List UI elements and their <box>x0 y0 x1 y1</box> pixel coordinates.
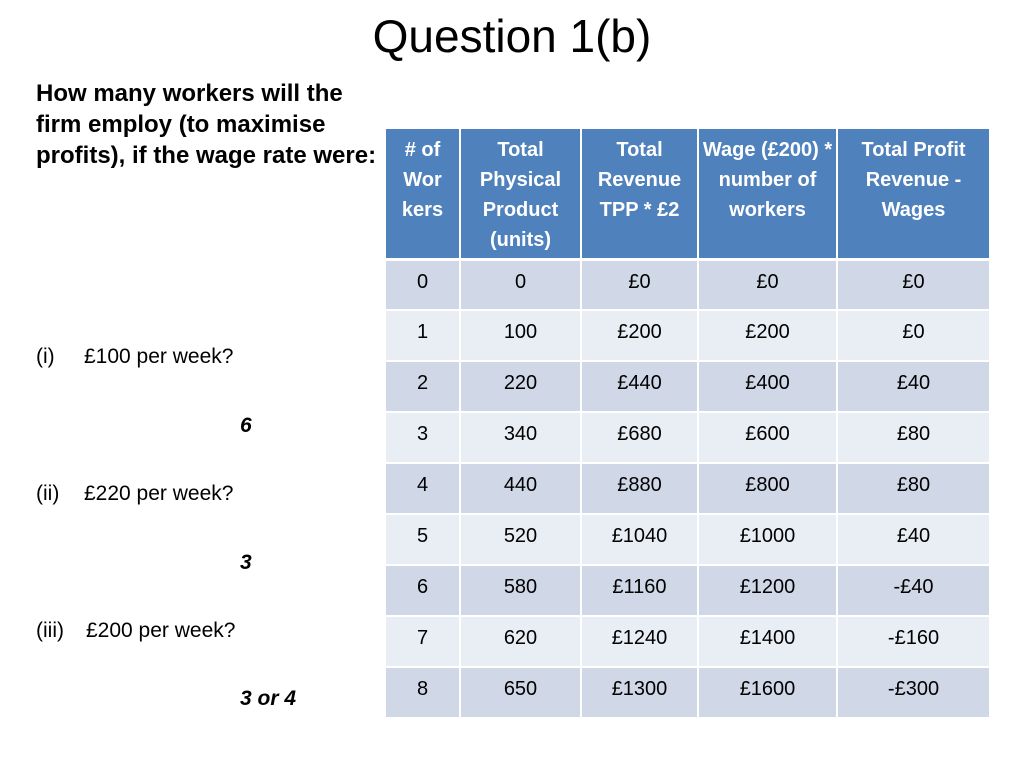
cell-workers: 2 <box>385 361 460 412</box>
cell-workers: 7 <box>385 616 460 667</box>
cell-profit: £80 <box>837 463 990 514</box>
cell-wage: £200 <box>698 310 837 361</box>
cell-workers: 0 <box>385 259 460 310</box>
cell-tpp: 340 <box>460 412 581 463</box>
profit-table <box>384 127 991 719</box>
answer-part-i: 6 <box>240 414 252 437</box>
table-row <box>385 463 990 514</box>
answer-part-iii: 3 or 4 <box>240 687 297 710</box>
answer-part-ii: 3 <box>240 551 252 574</box>
cell-tpp: 440 <box>460 463 581 514</box>
cell-tpp: 580 <box>460 565 581 616</box>
cell-total-revenue: £880 <box>581 463 698 514</box>
table-row <box>385 616 990 667</box>
table-row <box>385 514 990 565</box>
question-text: How many workers will the firm employ (to maximise profits), if the wage rate were: <box>36 80 377 169</box>
cell-total-revenue: £1240 <box>581 616 698 667</box>
cell-wage: £1000 <box>698 514 837 565</box>
table-row <box>385 310 990 361</box>
cell-total-revenue: £0 <box>581 259 698 310</box>
header-total-profit: Total Profit Revenue - Wages <box>837 128 990 259</box>
cell-tpp: 220 <box>460 361 581 412</box>
cell-profit: £0 <box>837 310 990 361</box>
header-total-revenue: Total Revenue TPP * £2 <box>581 128 698 259</box>
cell-total-revenue: £680 <box>581 412 698 463</box>
cell-wage: £1400 <box>698 616 837 667</box>
cell-profit: £0 <box>837 259 990 310</box>
table-row <box>385 361 990 412</box>
cell-wage: £800 <box>698 463 837 514</box>
cell-workers: 4 <box>385 463 460 514</box>
cell-wage: £1200 <box>698 565 837 616</box>
cell-wage: £0 <box>698 259 837 310</box>
table-row <box>385 412 990 463</box>
slide-title: Question 1(b) <box>372 10 652 62</box>
cell-workers: 8 <box>385 667 460 718</box>
question-part-ii <box>36 480 233 508</box>
cell-total-revenue: £440 <box>581 361 698 412</box>
part-number: (ii) <box>36 482 60 505</box>
header-total-physical-product: Total Physical Product (units) <box>460 128 581 259</box>
question-part-i <box>36 343 233 371</box>
part-number: (iii) <box>36 619 64 642</box>
cell-tpp: 520 <box>460 514 581 565</box>
cell-profit: -£160 <box>837 616 990 667</box>
header-workers: # of Wor kers <box>385 128 460 259</box>
part-text: £100 per week? <box>84 345 234 368</box>
cell-profit: £40 <box>837 514 990 565</box>
cell-wage: £1600 <box>698 667 837 718</box>
cell-tpp: 0 <box>460 259 581 310</box>
table-row <box>385 259 990 310</box>
header-wage: Wage (£200) * number of workers <box>698 128 837 259</box>
cell-profit: -£300 <box>837 667 990 718</box>
table-row <box>385 667 990 718</box>
table-header-row <box>385 128 990 259</box>
cell-tpp: 620 <box>460 616 581 667</box>
cell-profit: -£40 <box>837 565 990 616</box>
cell-total-revenue: £200 <box>581 310 698 361</box>
cell-wage: £600 <box>698 412 837 463</box>
table-row <box>385 565 990 616</box>
cell-workers: 1 <box>385 310 460 361</box>
cell-profit: £80 <box>837 412 990 463</box>
cell-wage: £400 <box>698 361 837 412</box>
cell-workers: 5 <box>385 514 460 565</box>
cell-profit: £40 <box>837 361 990 412</box>
cell-workers: 3 <box>385 412 460 463</box>
cell-total-revenue: £1040 <box>581 514 698 565</box>
cell-tpp: 100 <box>460 310 581 361</box>
part-text: £220 per week? <box>84 482 234 505</box>
cell-workers: 6 <box>385 565 460 616</box>
cell-tpp: 650 <box>460 667 581 718</box>
part-number: (i) <box>36 345 55 368</box>
question-part-iii <box>36 617 235 645</box>
cell-total-revenue: £1160 <box>581 565 698 616</box>
cell-total-revenue: £1300 <box>581 667 698 718</box>
part-text: £200 per week? <box>86 619 236 642</box>
